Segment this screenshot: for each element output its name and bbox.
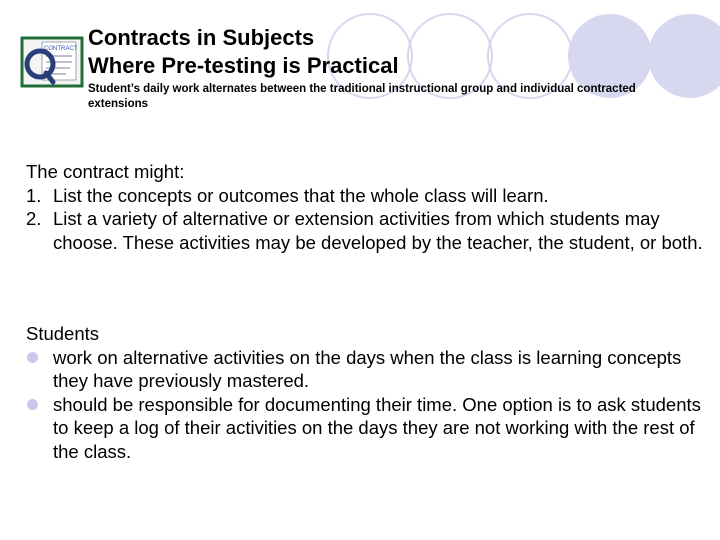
item-number: 2. — [26, 208, 42, 229]
bullet-dot-icon — [27, 399, 38, 410]
numbered-item — [26, 184, 706, 208]
numbered-item — [26, 207, 706, 254]
contract-heading: The contract might: — [26, 161, 185, 182]
students-heading: Students — [26, 323, 100, 344]
item-text: List the concepts or outcomes that the whole class will learn. — [53, 184, 549, 206]
slide-title — [88, 24, 688, 80]
bullet-text: work on alternative activities on the days when the class is learning concepts they have previously mastered. — [53, 346, 682, 391]
bullet-item — [26, 393, 706, 464]
bullet-dot-icon — [27, 352, 38, 363]
students-section — [26, 322, 706, 463]
slide-subtitle: Student’s daily work alternates between the traditional instructional group and individual contracted extensions — [88, 83, 636, 110]
contract-section — [26, 160, 706, 254]
bullet-item — [26, 346, 706, 393]
contract-clipart-icon — [20, 36, 84, 92]
item-number: 1. — [26, 184, 42, 206]
item-text: List a variety of alternative or extension activities from which students may choose. These activities may be developed by the teacher, the student, or both. — [53, 208, 703, 253]
bullet-text: should be responsible for documenting their time. One option is to ask students to keep a log of their activities on the days they are not working with the rest of the class. — [53, 393, 701, 462]
logo-text: CONTRACT — [44, 46, 78, 52]
title-line-2: Where Pre-testing is Practical — [88, 53, 399, 78]
title-line-1: Contracts in Subjects — [88, 25, 315, 50]
